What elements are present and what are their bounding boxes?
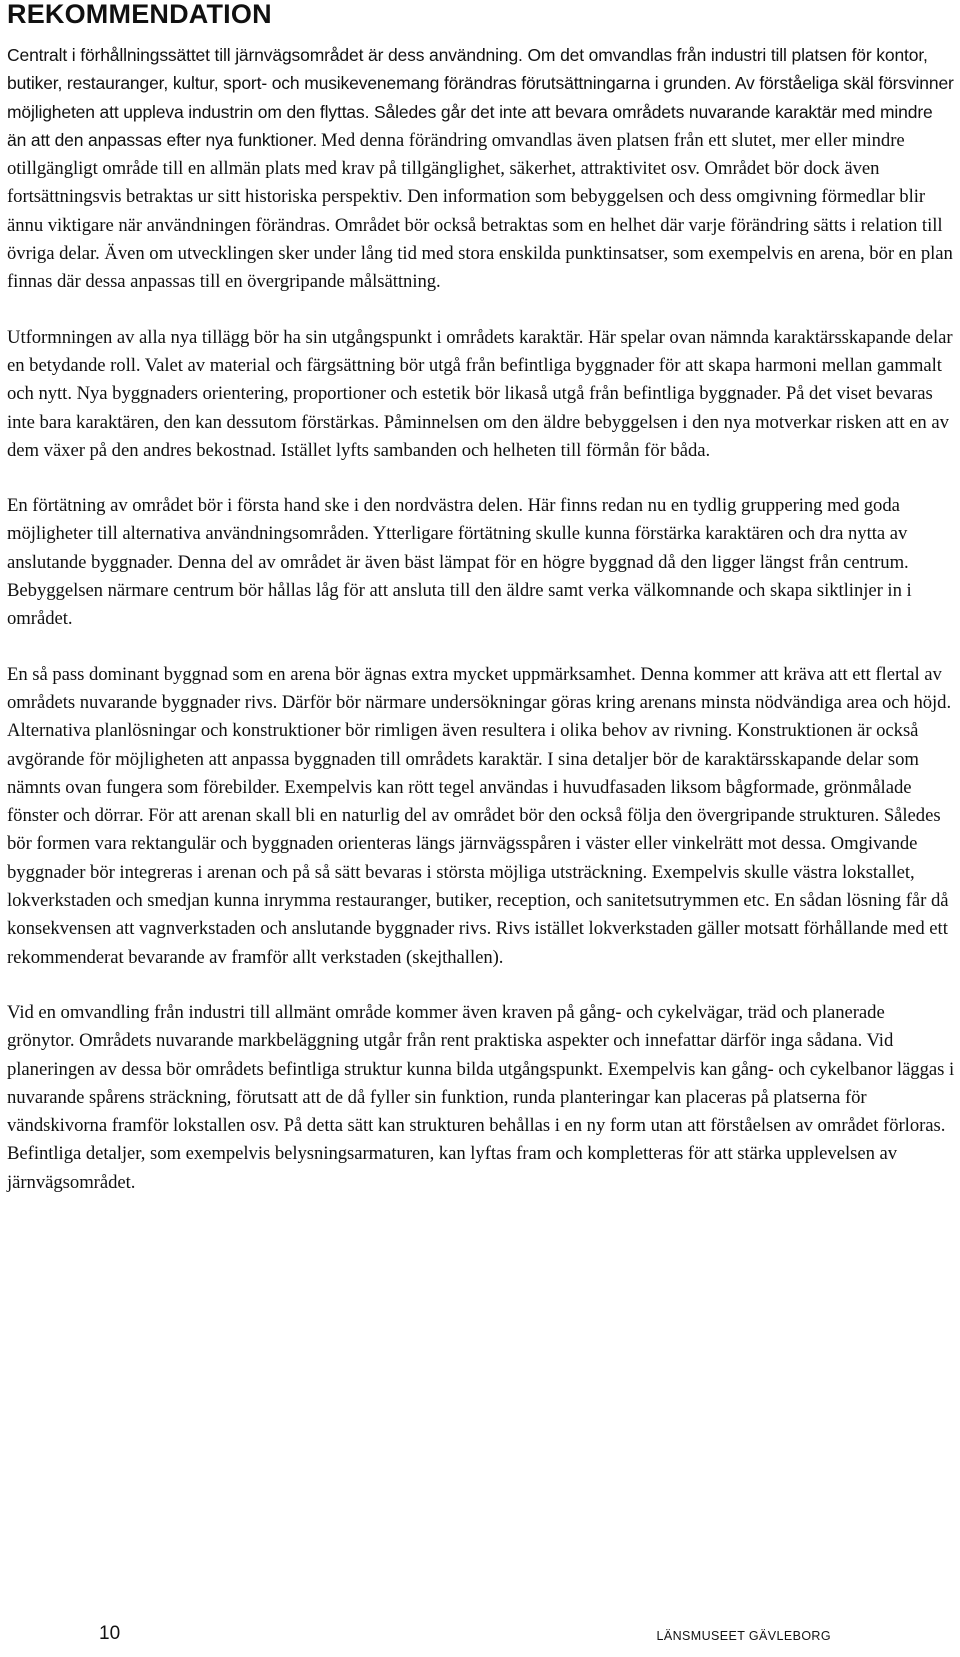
page-heading: REKOMMENDATION xyxy=(7,0,272,29)
body-text xyxy=(7,41,955,1224)
paragraph-design: Utformningen av alla nya tillägg bör ha sin utgångspunkt i områdets karaktär. Här spelar ovan nämnda karaktärsskapande delar en betydande roll. Valet av material och färgsättning bör utgå från befintliga byggnader för att skapa harmoni mellan gammalt och nytt. Nya byggnaders orientering, proportioner och estetik bör likaså utgå från befintliga byggnader. På det viset bevaras inte bara karaktären, den kan dessutom förstärkas. Påminnelsen om den äldre bebyggelsen i den nya motverkar risken att en av dem växer på den andres bekostnad. Istället lyfts sambanden och helheten till förmån för båda. xyxy=(7,326,953,461)
page-number: 10 xyxy=(99,1623,121,1644)
paragraph-intro xyxy=(7,41,955,297)
paragraph-intro-sans-part: Centralt i förhållningssättet till järnvägsområdet är dess användning. Om det omvandlas från industri till platsen för kontor, butiker, restauranger, kultur, sport- och musikevenemang förändras förutsättningarna i grunden. Av förståeliga skäl försvinner möjligheten att uppleva industrin om den flyttas. Således går det inte att bevara områdets nuvarande karaktär med mindre än att den anpassas efter nya funktioner. xyxy=(7,45,954,150)
paragraph-intro-serif-part: Med denna förändring omvandlas även platsen från ett slutet, mer eller mindre otillgängligt område till en allmän plats med krav på tillgänglighet, säkerhet, attraktivitet osv. Området bör dock även fortsättningsvis betraktas ur sitt historiska perspektiv. Den information som bebyggelsen och dess omgivning förmedlar blir ännu viktigare när användningen förändras. Området bör också betraktas som en helhet där varje förändring sätts i relation till övriga delar. Även om utvecklingen sker under lång tid med stora enskilda punktinsatser, som exempelvis en arena, bör en plan finnas där dessa anpassas till en övergripande målsättning. xyxy=(7,129,953,293)
paragraph-public-space: Vid en omvandling från industri till allmänt område kommer även kraven på gång- och cykelvägar, träd och planerade grönytor. Områdets nuvarande markbeläggning utgår från rent praktiska aspekter och innefattar därför inga sådana. Vid planeringen av dessa bör områdets befintliga struktur kunna bilda utgångspunkt. Exempelvis kan gång- och cykelbanor läggas i nuvarande spårens sträckning, förutsatt att de då fyller sin funktion, runda planteringar kan placeras på platserna för vändskivorna framför lokstallen osv. På detta sätt kan strukturen behållas i en ny form utan att förståelsen av området förloras. Befintliga detaljer, som exempelvis belysningsarmaturen, kan lyftas fram och kompletteras för att stärka upplevelsen av järnvägsområdet. xyxy=(7,1001,955,1193)
paragraph-arena: En så pass dominant byggnad som en arena bör ägnas extra mycket uppmärksamhet. Denna kommer att kräva att ett flertal av områdets nuvarande byggnader rivs. Därför bör närmare undersökningar göras kring arenans minsta nödvändiga area och höjd. Alternativa planlösningar och konstruktioner bör rimligen även resultera i olika behov av rivning. Konstruktionen är också avgörande för möjligheten att anpassa byggnaden till områdets karaktär. I sina detaljer bör de karaktärsskapande delar som nämnts ovan fungera som förebilder. Exempelvis kan rött tegel användas i huvudfasaden liksom bågformade, grönmålade fönster och dörrar. För att arenan skall bli en naturlig del av området bör den också följa den övergripande strukturen. Således bör formen vara rektangulär och byggnaden orienteras längs järnvägsspåren i väster eller vinkelrätt mot dessa. Omgivande byggnader bör integreras i arenan och på så sätt bevaras i största möjliga utsträckning. Exempelvis skulle västra lokstallet, lokverkstaden och smedjan kunna inrymma restauranger, butiker, reception, och sanitetsutrymmen etc. En sådan lösning får då konsekvensen att vagnverkstaden och anslutande byggnader rivs. Rivs istället lokverkstaden gäller motsatt förhållande med ett rekommenderat bevarande av framför allt verkstaden (skejthallen). xyxy=(7,663,952,968)
publisher-name: LÄNSMUSEET GÄVLEBORG xyxy=(656,1629,831,1643)
paragraph-densification: En förtätning av området bör i första hand ske i den nordvästra delen. Här finns redan nu en tydlig gruppering med goda möjligheter till alternativa användningsområden. Ytterligare förtätning skulle kunna förstärka karaktären och dra nytta av anslutande byggnader. Denna del av området är även bäst lämpat för en högre byggnad då den ligger längst från centrum. Bebyggelsen närmare centrum bör hållas låg för att ansluta till den äldre samt verka välkomnande och skapa siktlinjer in i området. xyxy=(7,495,912,630)
